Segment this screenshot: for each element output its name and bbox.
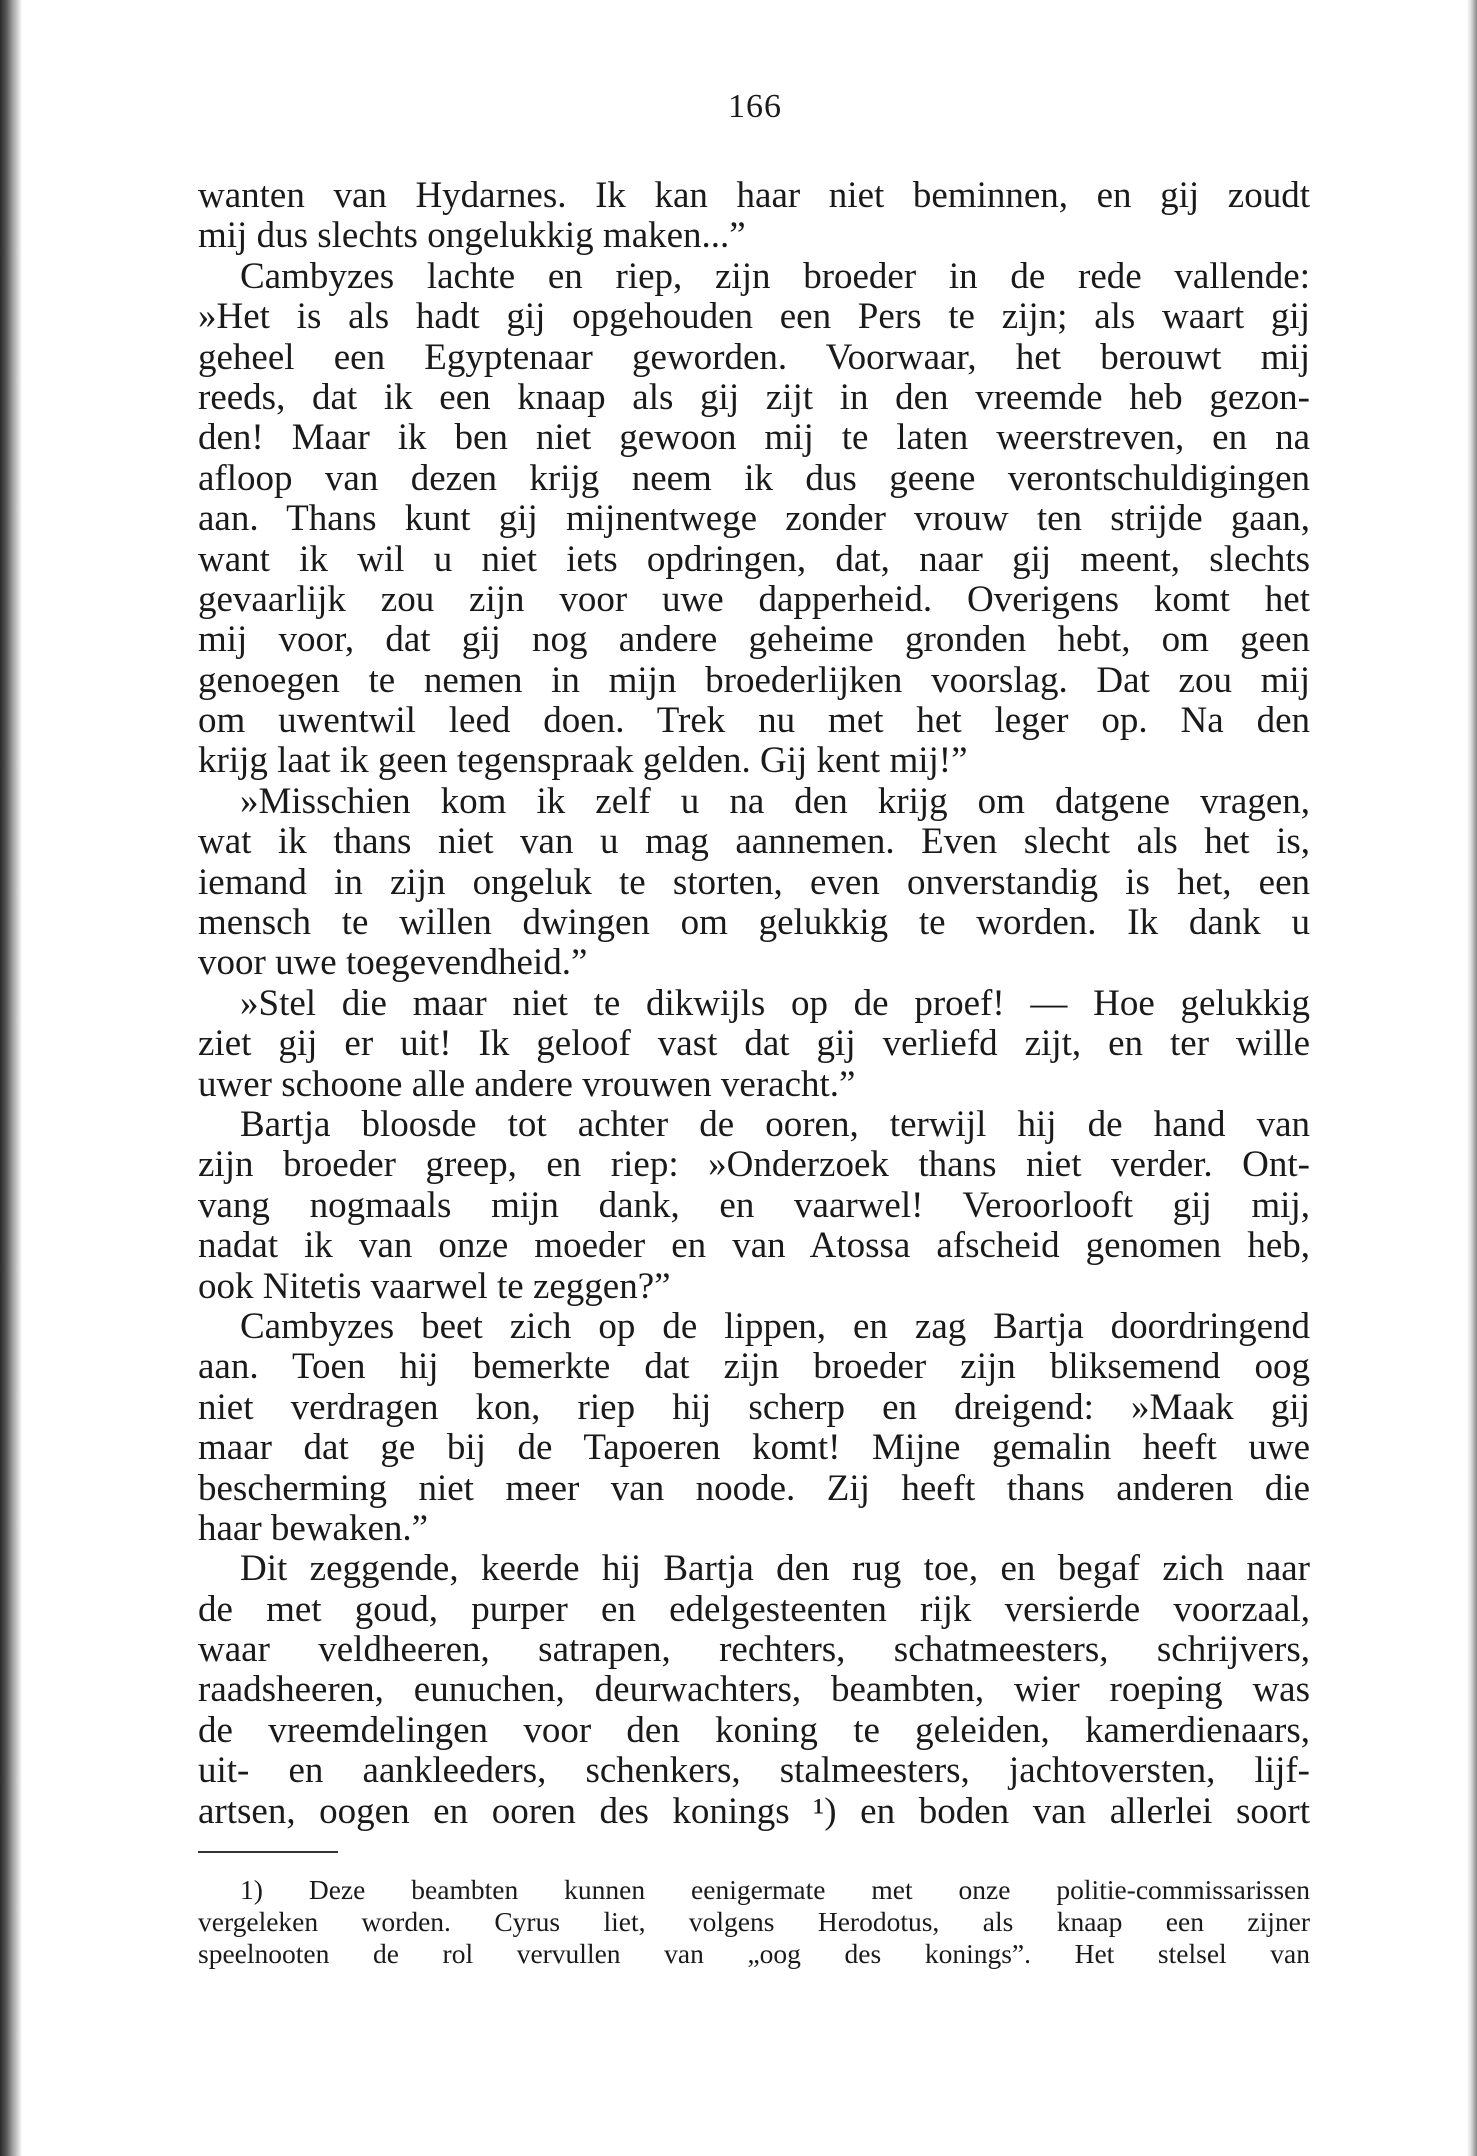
text-line: niet verdragen kon, riep hij scherp en dreigend: »Maak gij xyxy=(198,1387,1310,1428)
text-line: bescherming niet meer van noode. Zij heeft thans anderen die xyxy=(198,1468,1310,1509)
text-line: afloop van dezen krijg neem ik dus geene verontschuldigingen xyxy=(198,458,1310,499)
text-line: Cambyzes beet zich op de lippen, en zag Bartja doordringend xyxy=(240,1306,1310,1347)
text-line: wat ik thans niet van u mag aannemen. Even slecht als het is, xyxy=(198,822,1310,863)
text-line: uwer schoone alle andere vrouwen veracht.” xyxy=(198,1064,856,1105)
text-line: want ik wil u niet iets opdringen, dat, naar gij meent, slechts xyxy=(198,539,1310,580)
footnote-line: speelnooten de rol vervullen van „oog des konings”. Het stelsel van xyxy=(198,1938,1310,1969)
text-line: vang nogmaals mijn dank, en vaarwel! Veroorlooft gij mij, xyxy=(198,1185,1310,1226)
footnote-line: 1) Deze beambten kunnen eenigermate met onze politie-commissarissen xyxy=(240,1874,1310,1905)
text-line: nadat ik van onze moeder en van Atossa afscheid genomen heb, xyxy=(198,1226,1310,1267)
text-line: genoegen te nemen in mijn broederlijken voorslag. Dat zou mij xyxy=(198,660,1310,701)
text-line: geheel een Egyptenaar geworden. Voorwaar, het berouwt mij xyxy=(198,337,1310,378)
text-line: Dit zeggende, keerde hij Bartja den rug toe, en begaf zich naar xyxy=(240,1549,1310,1590)
text-line: zijn broeder greep, en riep: »Onderzoek thans niet verder. Ont- xyxy=(198,1145,1310,1186)
text-line: raadsheeren, eunuchen, deurwachters, beambten, wier roeping was xyxy=(198,1670,1310,1711)
text-line: aan. Toen hij bemerkte dat zijn broeder zijn bliksemend oog xyxy=(198,1347,1310,1388)
text-line: haar bewaken.” xyxy=(198,1508,429,1549)
footnote xyxy=(198,1874,1310,1970)
text-line: maar dat ge bij de Tapoeren komt! Mijne gemalin heeft uwe xyxy=(198,1428,1310,1469)
text-line: ziet gij er uit! Ik geloof vast dat gij verliefd zijt, en ter wille xyxy=(198,1024,1310,1065)
text-line: mensch te willen dwingen om gelukkig te worden. Ik dank u xyxy=(198,903,1310,944)
text-line: gevaarlijk zou zijn voor uwe dapperheid. Overigens komt het xyxy=(198,579,1310,620)
text-line: de met goud, purper en edelgesteenten rijk versierde voorzaal, xyxy=(198,1589,1310,1630)
text-line: ook Nitetis vaarwel te zeggen?” xyxy=(198,1266,671,1307)
text-line: uit- en aankleeders, schenkers, stalmeesters, jachtoversten, lijf- xyxy=(198,1751,1310,1792)
text-line: voor uwe toegevendheid.” xyxy=(198,943,588,984)
text-line: mij voor, dat gij nog andere geheime gronden hebt, om geen xyxy=(198,620,1310,661)
text-line: de vreemdelingen voor den koning te geleiden, kamerdienaars, xyxy=(198,1710,1310,1751)
text-line: krijg laat ik geen tegenspraak gelden. Gij kent mij!” xyxy=(198,741,968,782)
text-line: wanten van Hydarnes. Ik kan haar niet beminnen, en gij zoudt xyxy=(198,176,1310,216)
footnote-line: vergeleken worden. Cyrus liet, volgens Herodotus, als knaap een zijner xyxy=(198,1906,1310,1937)
text-line: Bartja bloosde tot achter de ooren, terwijl hij de hand van xyxy=(240,1104,1310,1145)
text-line: aan. Thans kunt gij mijnentwege zonder vrouw ten strijde gaan, xyxy=(198,499,1310,540)
page-binding-edge xyxy=(0,0,22,2156)
footnote-divider xyxy=(198,1851,338,1853)
body-text xyxy=(198,176,1310,1832)
text-line: Cambyzes lachte en riep, zijn broeder in de rede vallende: xyxy=(240,256,1310,297)
text-line: den! Maar ik ben niet gewoon mij te laten weerstreven, en na xyxy=(198,418,1310,459)
text-line: mij dus slechts ongelukkig maken...” xyxy=(198,216,746,257)
text-line: »Stel die maar niet te dikwijls op de proef! — Hoe gelukkig xyxy=(240,983,1310,1024)
page-right-edge xyxy=(1467,0,1477,2156)
text-line: waar veldheeren, satrapen, rechters, schatmeesters, schrijvers, xyxy=(198,1630,1310,1671)
text-line: reeds, dat ik een knaap als gij zijt in den vreemde heb gezon- xyxy=(198,377,1310,418)
text-line: om uwentwil leed doen. Trek nu met het leger op. Na den xyxy=(198,701,1310,742)
text-line: »Het is als hadt gij opgehouden een Pers te zijn; als waart gij xyxy=(198,297,1310,338)
page-number: 166 xyxy=(728,88,782,125)
text-line: »Misschien kom ik zelf u na den krijg om datgene vragen, xyxy=(240,781,1310,822)
text-line: artsen, oogen en ooren des konings ¹) en boden van allerlei soort xyxy=(198,1791,1310,1832)
text-line: iemand in zijn ongeluk te storten, even onverstandig is het, een xyxy=(198,862,1310,903)
